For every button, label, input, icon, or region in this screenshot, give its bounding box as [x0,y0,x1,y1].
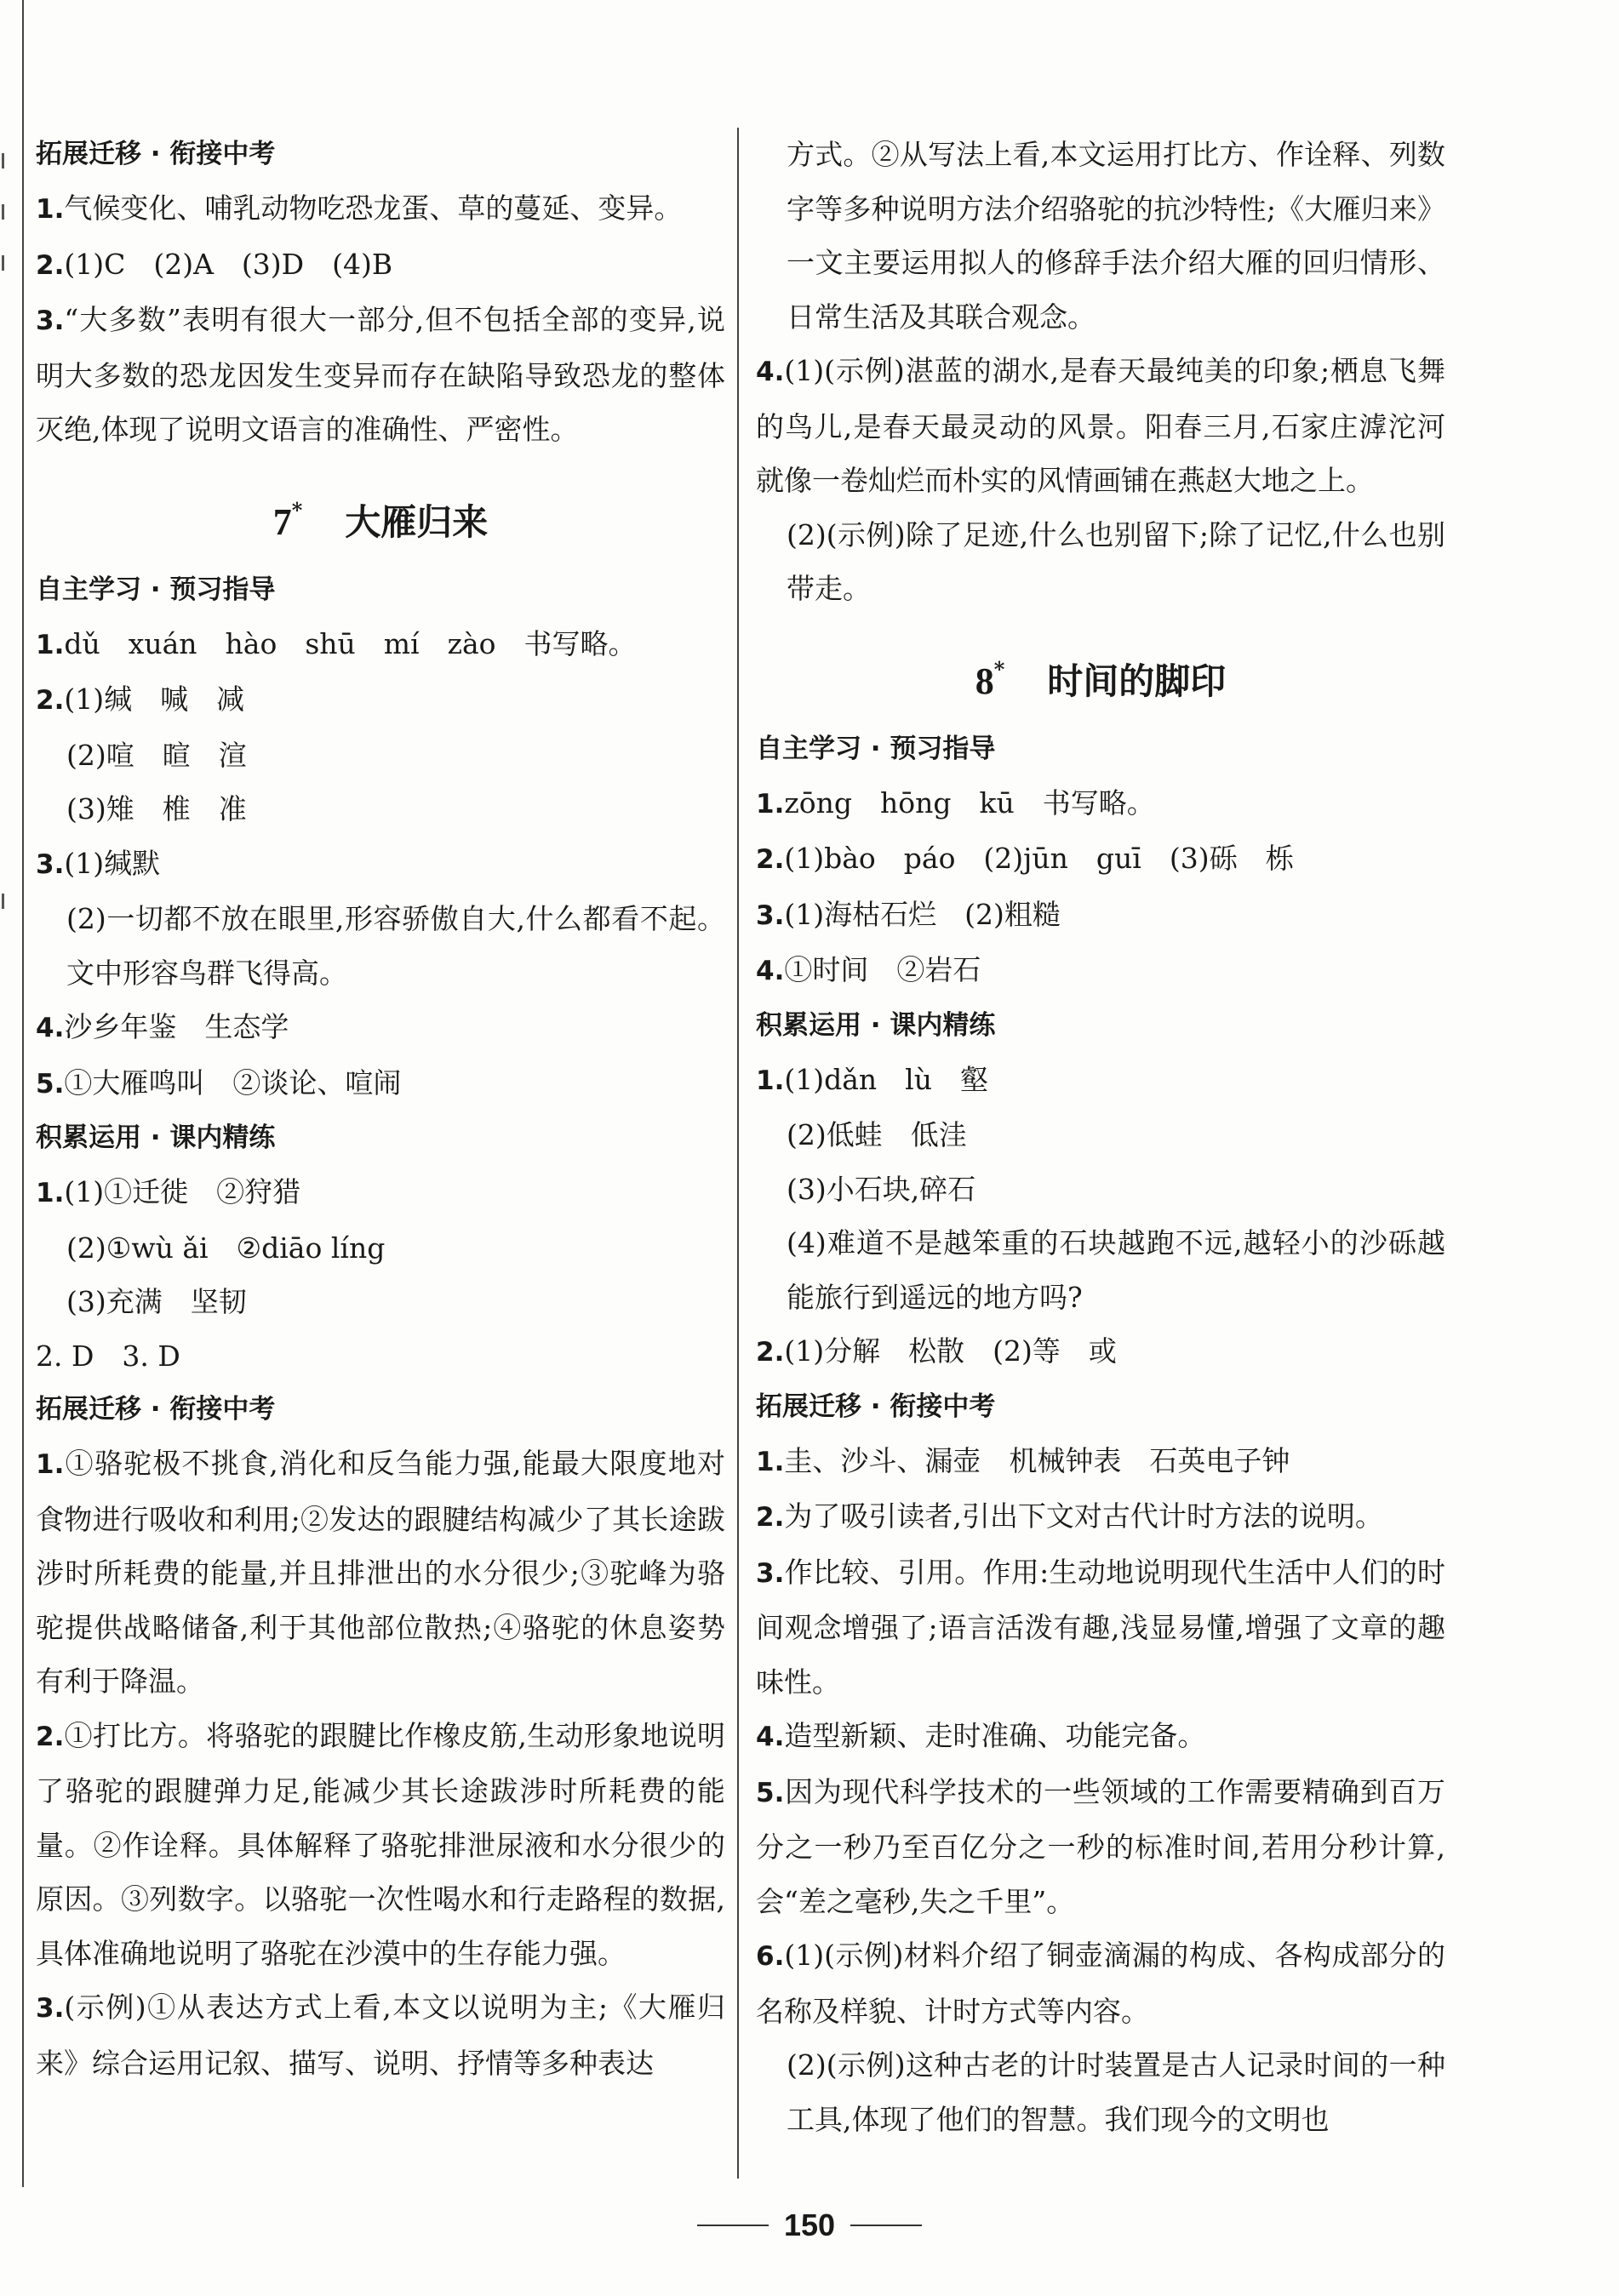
item-text: 气候变化、哺乳动物吃恐龙蛋、草的蔓延、变异。 [64,191,683,225]
lesson-star: * [993,656,1005,682]
item-text: dǔ xuán hào shū mí zào 书写略。 [64,626,637,660]
item-number: 4. [756,357,785,387]
answer-item [756,776,1445,832]
item-text: ①打比方。将骆驼的跟腱比作橡皮筋,生动形象地说明了骆驼的跟腱弹力足,能减少其长途跋涉时所耗费的能量。②作诠释。具体解释了骆驼排泄尿液和水分很少的原因。③列数字。以骆驼一次性喝水和行走路程的数据,具体准确地说明了骆驼在沙漠中的生存能力强。 [36,1718,725,1970]
answer-item [36,1056,725,1112]
item-text: (1)(示例)湛蓝的湖水,是春天最纯美的印象;栖息飞舞的鸟儿,是春天最灵动的风景。阳春三月,石家庄滹沱河就像一卷灿烂而朴实的风情画铺在燕赵大地之上。 [756,354,1445,497]
lesson-title [36,457,725,563]
item-number: 1. [756,788,785,820]
answer-item [756,1709,1445,1765]
item-subline: (2)(示例)这种古老的计时装置是古人记录时间的一种工具,体现了他们的智慧。我们现今的文明也 [787,2048,1445,2136]
item-text: (1)缄默 [64,846,161,880]
answer-item [36,181,725,237]
item-text: (1)分解 松散 (2)等 或 [784,1334,1117,1368]
item-text: (1)①迁徙 ②狩猎 [64,1175,301,1208]
answer-item [756,1324,1445,1380]
item-text: (1)缄 喊 减 [64,683,245,716]
item-subline: (2)喧 暄 渲 [66,738,247,772]
item-text: 作比较、引用。作用:生动地说明现代生活中人们的时间观念增强了;语言活泼有趣,浅显易懂,增强了文章的趣味性。 [756,1555,1445,1699]
item-text: 圭、沙斗、漏壶 机械钟表 石英电子钟 [784,1443,1290,1477]
item-number: 3. [36,848,65,880]
edge-mark [2,894,16,909]
item-text: (1)C (2)A (3)D (4)B [64,247,393,281]
item-number: 2. [756,1502,785,1533]
item-number: 5. [36,1068,65,1099]
item-number: 4. [36,1013,65,1043]
item-number: 1. [756,1065,785,1096]
item-number: 3. [36,1993,65,2024]
item-number: 1. [756,1446,785,1477]
item-number: 2. [36,249,65,281]
answer-item [756,943,1445,999]
answer-item [756,1545,1445,1710]
item-subline: (3)小石块,碎石 [787,1172,976,1206]
item-number: 4. [756,956,785,986]
item-text: (1)dǎn lù 壑 [784,1062,988,1096]
section-heading: 拓展迁移 · 衔接中考 [36,139,276,169]
lesson-name: 时间的脚印 [1047,660,1227,702]
section-heading: 自主学习 · 预习指导 [36,574,276,605]
item-text: 为了吸引读者,引出下文对古代计时方法的说明。 [784,1499,1383,1533]
item-number: 3. [756,900,785,931]
item-text: “大多数”表明有很大一部分,但不包括全部的变异,说明大多数的恐龙因发生变异而存在缺陷导致恐龙的整体灭绝,体现了说明文语言的准确性、严密性。 [36,303,725,446]
item-number: 1. [36,194,65,225]
lesson-star: * [291,497,303,523]
answer-item [36,1980,725,2090]
answer-item [36,672,725,728]
answer-item [756,1765,1445,1929]
item-number: 3. [36,306,65,336]
item-text: ①骆驼极不挑食,消化和反刍能力强,能最大限度地对食物进行吸收和利用;②发达的跟腱结构减少了其长途跋涉时所耗费的能量,并且排泄出的水分很少;③驼峰为骆驼提供战略储备,利于其他部位散热;④骆驼的休息姿势有利于降温。 [36,1447,725,1698]
item-number: 5. [756,1777,785,1808]
answer-item [36,293,725,457]
answer-item [756,1053,1445,1109]
answer-item [756,1434,1445,1490]
section-heading: 自主学习 · 预习指导 [756,733,996,764]
page-left-edge [0,0,24,2187]
item-number: 2. [756,1337,785,1368]
item-subline: (2)①wù ǎi ②diāo líng [66,1231,386,1265]
answer-item [756,888,1445,944]
item-continuation: 方式。②从写法上看,本文运用打比方、作诠释、列数字等多种说明方法介绍骆驼的抗沙特性;《大雁归来》一文主要运用拟人的修辞手法介绍大雁的回归情形、日常生活及其联合观念。 [787,138,1445,334]
item-text: 造型新颖、走时准确、功能完备。 [784,1719,1206,1752]
answer-item [36,837,725,893]
answer-item [36,1000,725,1056]
page-footer [0,2200,1619,2251]
item-text: (1)海枯石烂 (2)粗糙 [784,897,1061,931]
footer-rule [850,2225,922,2226]
section-heading: 拓展迁移 · 衔接中考 [756,1391,996,1422]
edge-mark [2,204,16,220]
answer-item [36,1165,725,1221]
item-text: ①大雁鸣叫 ②谈论、喧闹 [64,1065,402,1099]
item-text: zōng hōng kū 书写略。 [784,785,1155,820]
item-text: (示例)①从表达方式上看,本文以说明为主;《大雁归来》综合运用记叙、描写、说明、抒情等多种表达 [36,1990,725,2080]
answer-item [36,1436,725,1709]
item-number: 2. [756,844,785,875]
section-heading: 积累运用 · 课内精练 [36,1122,276,1153]
column-divider [737,128,739,2179]
section-heading: 积累运用 · 课内精练 [756,1009,996,1041]
answer-item: 2. D 3. D [36,1339,180,1373]
answer-item [756,1489,1445,1545]
item-text: (1)(示例)材料介绍了铜壶滴漏的构成、各构成部分的名称及样貌、计时方式等内容。 [756,1939,1445,2028]
item-number: 2. [36,685,65,716]
item-text: 沙乡年鉴 生态学 [64,1010,289,1043]
answer-item [36,1709,725,1981]
answer-item [756,1928,1445,2038]
item-text: 因为现代科学技术的一些领域的工作需要精确到百万分之一秒乃至百亿分之一秒的标准时间,若用分秒计算,会“差之毫秒,失之千里”。 [756,1774,1445,1918]
lesson-name: 大雁归来 [345,500,489,543]
item-number: 4. [756,1722,785,1752]
item-text: ①时间 ②岩石 [784,953,981,986]
item-number: 1. [36,1178,65,1208]
section-heading: 拓展迁移 · 衔接中考 [36,1394,276,1425]
left-column [36,128,725,2090]
item-subline: (4)难道不是越笨重的石块越跑不远,越轻小的沙砾越能旅行到遥远的地方吗? [787,1226,1445,1314]
edge-mark [2,153,16,168]
right-column [756,128,1445,2146]
item-number: 6. [756,1941,785,1972]
item-number: 1. [36,629,65,660]
item-subline: (2)一切都不放在眼里,形容骄傲自大,什么都看不起。文中形容鸟群飞得高。 [66,902,725,990]
page-number: 150 [783,2207,836,2242]
footer-rule [697,2225,769,2226]
answer-item [756,344,1445,508]
answer-item [36,617,725,673]
item-number: 2. [36,1721,65,1752]
item-subline: (2)低蛙 低洼 [787,1118,967,1151]
lesson-number: 8 [975,660,994,702]
item-subline: (3)雉 椎 准 [66,792,247,825]
item-subline: (2)(示例)除了足迹,什么也别留下;除了记忆,什么也别带走。 [787,517,1445,605]
item-number: 3. [756,1557,785,1589]
lesson-number: 7 [272,500,292,543]
answer-item [756,831,1445,888]
item-subline: (3)充满 坚韧 [66,1285,247,1318]
item-number: 1. [36,1449,65,1480]
edge-mark [2,255,16,271]
item-text: (1)bào páo (2)jūn guī (3)砾 栎 [784,842,1294,875]
answer-item [36,237,725,294]
lesson-title [756,616,1445,722]
